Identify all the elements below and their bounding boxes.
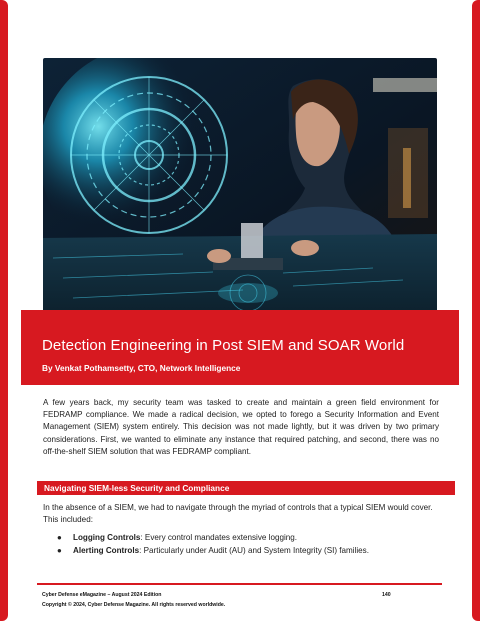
title-band xyxy=(21,310,459,385)
bullet-text: : Every control mandates extensive logging. xyxy=(140,533,298,542)
footer-copyright: Copyright © 2024, Cyber Defense Magazine. All rights reserved worldwide. xyxy=(42,602,226,608)
hero-image xyxy=(43,58,437,320)
article-byline: By Venkat Pothamsetty, CTO, Network Intelligence xyxy=(42,363,241,373)
bullet-icon: ● xyxy=(57,533,62,542)
page-number: 140 xyxy=(382,592,391,598)
section-heading-bar xyxy=(37,481,455,495)
list-item xyxy=(57,532,369,545)
intro-paragraph: In the absence of a SIEM, we had to navigate through the myriad of controls that a typical SIEM would cover. This included: xyxy=(43,503,433,525)
hero-illustration xyxy=(43,58,437,320)
footer-rule xyxy=(37,583,442,585)
bullet-text: : Particularly under Audit (AU) and System Integrity (SI) families. xyxy=(139,545,369,555)
bullet-term: Alerting Controls xyxy=(73,545,140,555)
section-heading: Navigating SIEM-less Security and Compliance xyxy=(44,483,230,493)
right-red-edge xyxy=(472,0,480,621)
bullet-list xyxy=(57,532,369,557)
list-item xyxy=(57,545,369,558)
body-paragraph: A few years back, my security team was tasked to create and maintain a green field environment for FEDRAMP compliance. We made a radical decision, we opted to forego a Security Information and Event Management (SIEM) system entirely. This decision was not made lightly, but it was driven by two primary considerations. First, we wanted to eliminate any instance that required patching, and second, there was no off-the-shelf SIEM solution that was FEDRAMP compliant. xyxy=(43,398,439,456)
article-title: Detection Engineering in Post SIEM and SOAR World xyxy=(42,337,405,354)
left-red-edge xyxy=(0,0,8,621)
bullet-icon: ● xyxy=(57,545,62,555)
footer-edition: Cyber Defense eMagazine – August 2024 Edition xyxy=(42,592,162,598)
bullet-term: Logging Controls xyxy=(73,533,141,542)
